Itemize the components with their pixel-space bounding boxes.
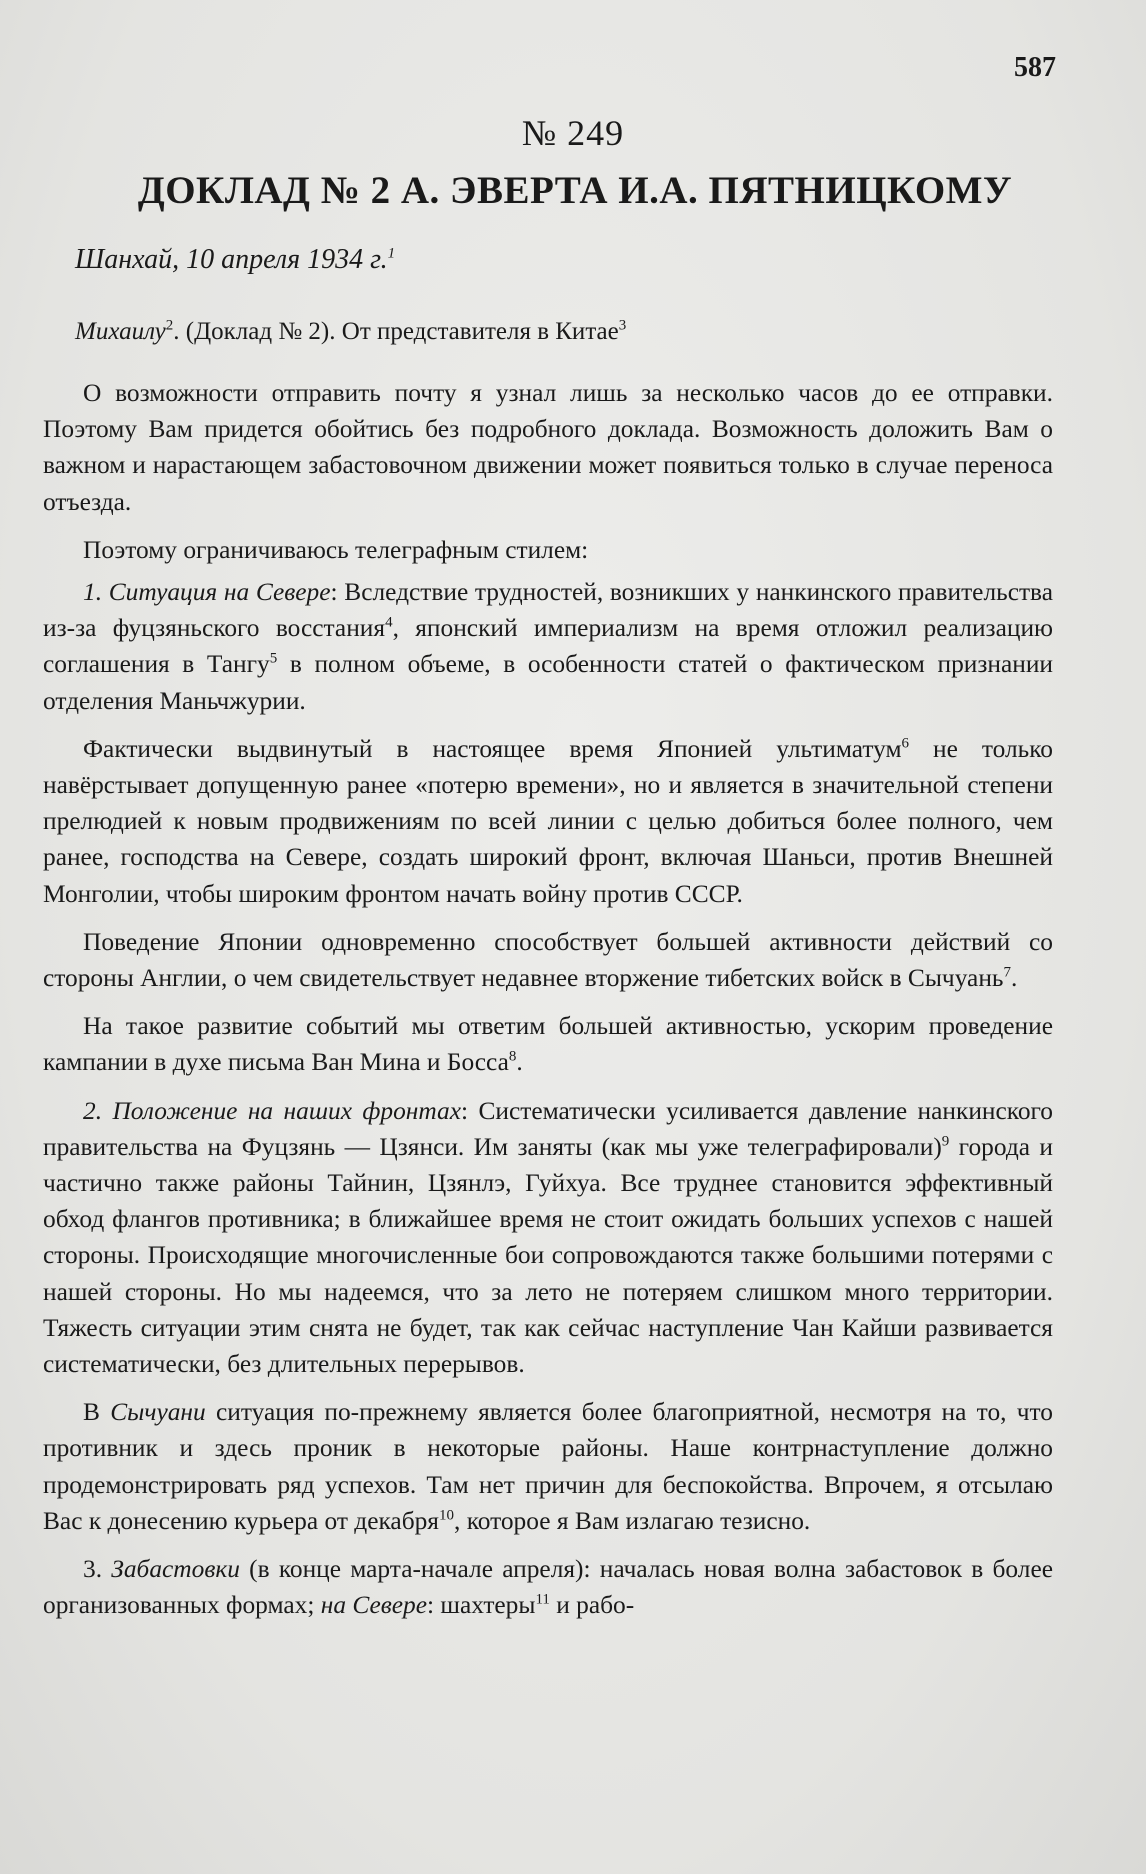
paragraph-text: Поведение Японии одновременно способствует большей активности действий со стороны Англии, о чем свидетельствует недавнее вторжение тибетских войск в Сычуань (43, 927, 1053, 993)
section-heading: Забастовки (111, 1555, 240, 1584)
paragraph-2: Поэтому ограничиваюсь телеграфным стилем: (83, 535, 589, 564)
footnote-ref: 7 (1003, 964, 1011, 981)
paragraph-text: (в конце марта-начале апреля): началась новая волна забастовок в более организованных формах; (43, 1555, 1053, 1620)
paragraph-text: В (83, 1398, 111, 1427)
paragraph-text: , японский империализм на время отложил реализацию соглашения в Тангу (43, 614, 1053, 679)
paragraph-text: . (516, 1048, 523, 1077)
footnote-ref: 9 (941, 1133, 950, 1150)
paragraph-text: : Вследствие трудностей, возникших у нанкинского правительства из-за фуцзяньского восстания (43, 578, 1053, 643)
paragraph-text: не только навёрстывает допущенную ранее «потерю времени», но и является в значительной степени прелюдией к новым продвижениям по всей линии с целью добиться более полного, чем ранее, господства на Севере, создать широкий фронт, включая Шаньси, против Внешней Монголии, чтобы широким фронтом начать войну против СССР. (43, 734, 1053, 908)
emphasis: Сычуани (110, 1398, 206, 1427)
place-date-text: Шанхай, 10 апреля 1934 г. (75, 244, 388, 275)
paragraph-text: Фактически выдвинутый в настоящее время Японией ультиматум (83, 734, 902, 763)
paragraph-5 (43, 924, 1053, 996)
paragraph-9 (43, 1551, 1053, 1623)
section-heading: 2. Положение на наших фронтах (83, 1096, 462, 1125)
address-line (75, 318, 626, 346)
paragraph-text: , которое я Вам излагаю тезисно. (454, 1506, 811, 1535)
footnote-ref: 3 (618, 317, 627, 334)
footnote-ref: 10 (439, 1507, 454, 1524)
paragraph-text: : Систематически усиливается давление нанкинского правительства на Фуцзянь — Цзянси. Им заняты (как мы уже телеграфировали) (43, 1096, 1053, 1161)
paragraph-text: . (1011, 964, 1018, 993)
paragraph-6 (43, 1008, 1053, 1080)
document-title: ДОКЛАД № 2 А. ЭВЕРТА И.А. ПЯТНИЦКОМУ (137, 169, 1013, 212)
page-number: 587 (1014, 52, 1056, 83)
paragraph-text: ситуация по-прежнему является более благоприятной, несмотря на то, что противник и здесь проник в некоторые районы. Наше контрнаступление должно продемонстрировать ряд успехов. Там нет причин для беспокойства. Впрочем, я отсылаю Вас к донесению курьера от декабря (43, 1398, 1053, 1535)
footnote-ref: 1 (387, 245, 396, 262)
footnote-ref: 8 (508, 1048, 517, 1065)
place-and-date (75, 244, 395, 276)
footnote-ref: 2 (165, 317, 174, 334)
footnote-ref: 11 (535, 1591, 550, 1608)
section-number: 3. (83, 1555, 112, 1584)
address-rest: . (Доклад № 2). От представителя в Китае (173, 318, 619, 345)
paragraph-8 (43, 1394, 1053, 1539)
footnote-ref: 5 (269, 650, 278, 667)
paragraph-text: и рабо- (549, 1591, 635, 1620)
document-number: № 249 (521, 113, 625, 153)
paragraph-text: На такое развитие событий мы ответим большей активностью, ускорим проведение кампании в духе письма Ван Мина и Босса (43, 1012, 1053, 1077)
paragraph-text: города и частично также районы Тайнин, Цзянлэ, Гуйхуа. Все труднее становится эффективный обход флангов противника; в ближайшее время не стоит ожидать больших успехов с нашей стороны. Происходящие многочисленные бои сопровождаются также большими потерями с нашей стороны. Но мы надеемся, что за лето не потеряем слишком много территории. Тяжесть ситуации этим снята не будет, так как сейчас наступление Чан Кайши развивается систематически, без длительных перерывов. (43, 1132, 1054, 1379)
paragraph-1: О возможности отправить почту я узнал лишь за несколько часов до ее отправки. Поэтому Вам придется обойтись без подробного доклада. Возможность доложить Вам о важном и нарастающем забастовочном движении может появиться только в случае переноса отъезда. (43, 379, 1053, 516)
emphasis: на Севере (320, 1591, 428, 1620)
paragraph-7 (43, 1093, 1053, 1383)
footnote-ref: 6 (901, 735, 910, 752)
address-recipient: Михаилу (75, 318, 166, 345)
paragraph-4 (43, 731, 1053, 912)
paragraph-text: в полном объеме, в особенности статей о фактическом признании отделения Маньчжурии. (43, 650, 1053, 715)
footnote-ref: 4 (385, 614, 393, 631)
document-body (43, 375, 1053, 1636)
paragraph-3 (43, 574, 1053, 719)
paragraph-text: : шахтеры (427, 1591, 536, 1620)
section-heading: 1. Ситуация на Севере (83, 578, 331, 607)
